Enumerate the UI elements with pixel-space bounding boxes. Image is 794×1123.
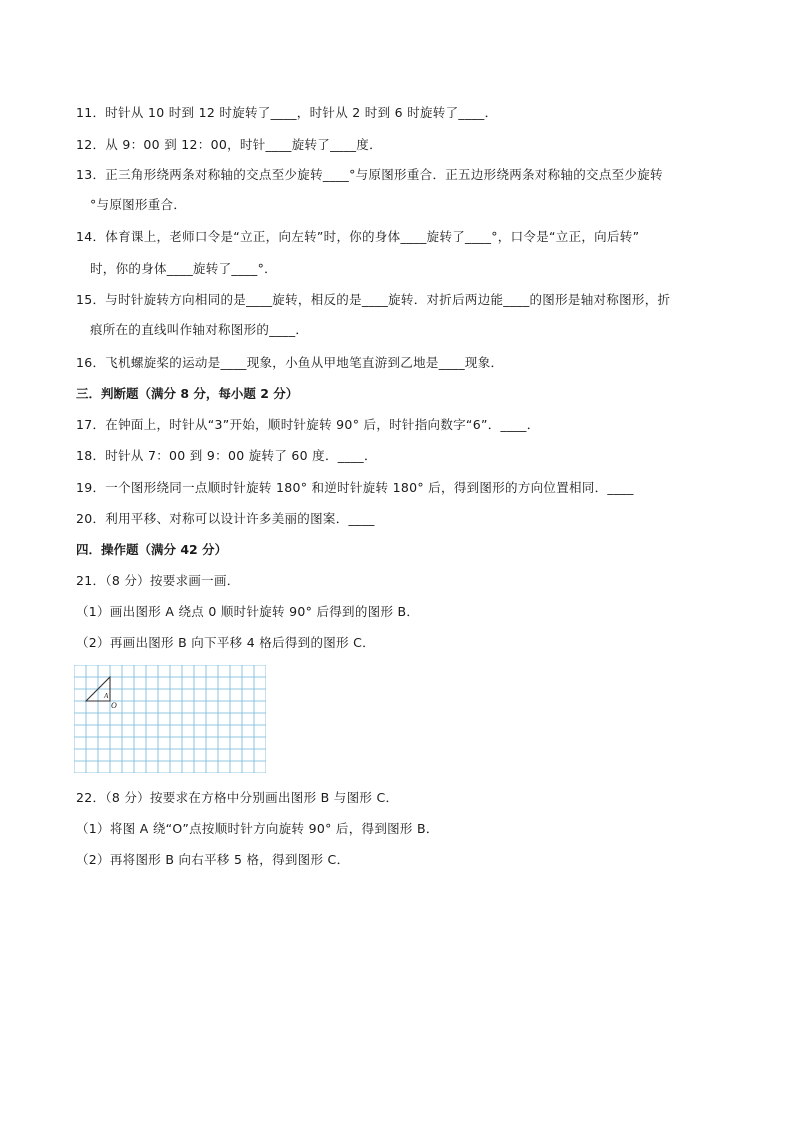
question-11: 11．时针从 10 时到 12 时旋转了____，时针从 2 时到 6 时旋转了____． — [76, 105, 498, 120]
question-20: 20．利用平移、对称可以设计许多美丽的图案．____ — [76, 511, 375, 526]
question-18: 18．时针从 7：00 到 9：00 旋转了 60 度．____． — [76, 448, 377, 463]
section-4-title: 四．操作题（满分 42 分） — [76, 542, 228, 557]
question-15-line1: 15．与时针旋转方向相同的是____旋转，相反的是____旋转．对折后两边能____的图形是轴对称图形，折 — [76, 292, 671, 307]
question-17: 17．在钟面上，时针从“3”开始，顺时针旋转 90° 后，时针指向数字“6”．____． — [76, 417, 540, 432]
label-a: A — [104, 692, 109, 700]
question-21: 21．（8 分）按要求画一画． — [76, 573, 240, 588]
question-22-part2: （2）再将图形 B 向右平移 5 格，得到图形 C． — [76, 852, 350, 867]
grid-lines — [74, 665, 266, 773]
question-14-line1: 14．体育课上，老师口令是“立正，向左转”时，你的身体____旋转了____°，口令是“立正，向后转” — [76, 229, 640, 244]
label-o: O — [111, 701, 117, 710]
section-3-title: 三．判断题（满分 8 分，每小题 2 分） — [76, 386, 299, 401]
question-16: 16．飞机螺旋桨的运动是____现象，小鱼从甲地笔直游到乙地是____现象． — [76, 355, 504, 370]
question-15-line2: 痕所在的直线叫作轴对称图形的____． — [90, 322, 309, 337]
question-21-part1: （1）画出图形 A 绕点 0 顺时针旋转 90° 后得到的图形 B． — [76, 604, 420, 619]
question-22: 22．（8 分）按要求在方格中分别画出图形 B 与图形 C． — [76, 790, 399, 805]
question-13-line1: 13．正三角形绕两条对称轴的交点至少旋转____°与原图形重合．正五边形绕两条对称轴的交点至少旋转 — [76, 167, 663, 182]
question-22-part1: （1）将图 A 绕“O”点按顺时针方向旋转 90° 后，得到图形 B． — [76, 821, 439, 836]
question-21-part2: （2）再画出图形 B 向下平移 4 格后得到的图形 C． — [76, 635, 375, 650]
question-14-line2: 时，你的身体____旋转了____°． — [90, 261, 277, 276]
grid-figure — [74, 665, 266, 773]
grid-svg — [74, 665, 266, 773]
question-19: 19．一个图形绕同一点顺时针旋转 180° 和逆时针旋转 180° 后，得到图形的方向位置相同．____ — [76, 480, 634, 495]
question-13-line2: °与原图形重合． — [90, 197, 187, 212]
question-12: 12．从 9：00 到 12：00，时针____旋转了____度． — [76, 137, 382, 152]
